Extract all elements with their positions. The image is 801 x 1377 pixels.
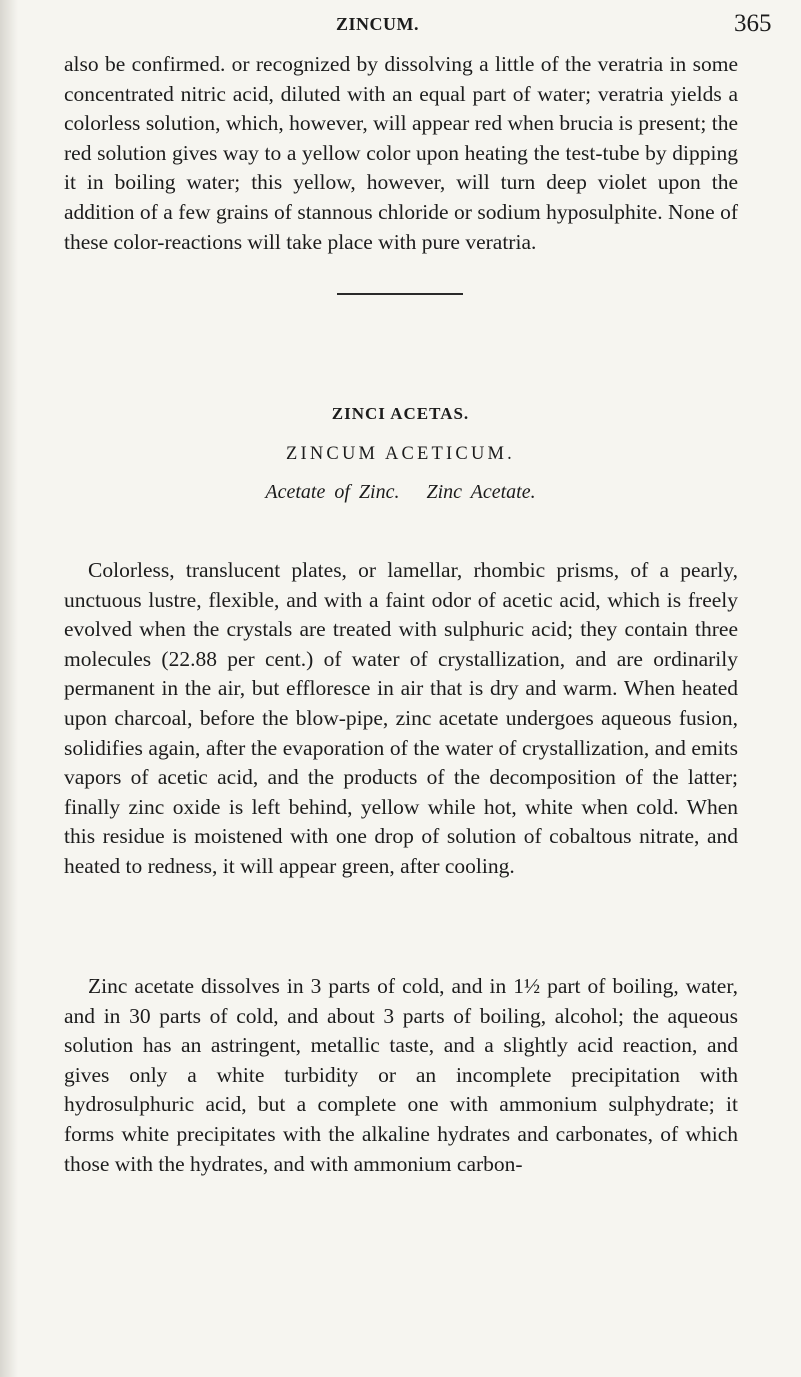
running-head: [0, 8, 801, 44]
section-divider-rule: [337, 293, 463, 295]
paragraph-solubility: [64, 972, 738, 1179]
section-latin-name: ZINCUM ACETICUM.: [285, 444, 515, 464]
paragraph-veratria-test: also be confirmed. or recognized by dissolving a little of the veratria in some concentrated nitric acid, diluted with an equal part of water; veratria yields a colorless solution, which, however, will appear red when brucia is present; the red solution gives way to a yellow color upon heating the test-tube by dipping it in boiling water; this yellow, however, will turn deep violet upon the addition of a few grains of stannous chloride or sodium hyposulphite. None of these color-reactions will take place with pure veratria.: [64, 52, 738, 254]
running-title: ZINCUM.: [336, 14, 419, 34]
section-title: ZINCI ACETAS.: [331, 404, 470, 423]
paragraph-description: [64, 556, 738, 882]
synonym-1: Acetate of Zinc.: [265, 481, 400, 503]
section-synonyms: [0, 481, 801, 504]
paragraph-description-text: Colorless, translucent plates, or lamellar, rhombic prisms, of a pearly, unctuous lustre, flexible, and with a faint odor of acetic acid, which is freely evolved when the crystals are treated with sulphuric acid; they contain three molecules (22.88 per cent.) of water of crystallization, and are ordinarily permanent in the air, but effloresce in air that is dry and warm. When heated upon charcoal, before the blow-pipe, zinc acetate undergoes aqueous fusion, solidifies again, after the evaporation of the water of crystallization, and emits vapors of acetic acid, and the products of the decomposition of the latter; finally zinc oxide is left behind, yellow while hot, white when cold. When this residue is moistened with one drop of solution of cobaltous nitrate, and heated to redness, it will appear green, after cooling.: [64, 558, 738, 878]
synonym-2: Zinc Acetate.: [426, 481, 536, 503]
page-number: 365: [734, 10, 772, 37]
paragraph-solubility-text: Zinc acetate dissolves in 3 parts of cold, and in 1½ part of boiling, water, and in 30 parts of cold, and about 3 parts of boiling, alcohol; the aqueous solution has an astringent, metallic taste, and a slightly acid reaction, and gives only a white turbidity or an incomplete precipitation with hydrosulphuric acid, but a complete one with ammonium sulphydrate; it forms white precipitates with the alkaline hydrates and carbonates, of which those with the hydrates, and with ammonium carbon-: [64, 974, 738, 1176]
page-gutter-shadow: [0, 0, 18, 1377]
